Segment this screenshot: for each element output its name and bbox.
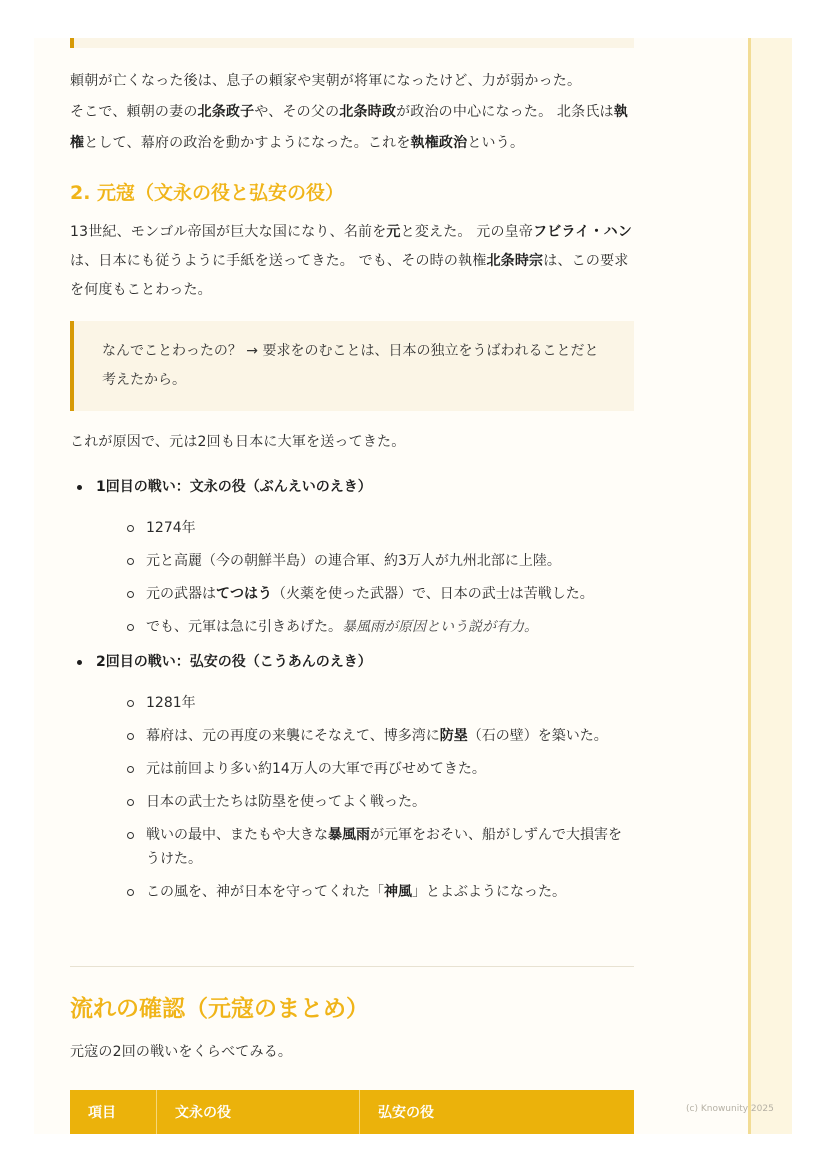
summary-intro xyxy=(70,1038,634,1067)
text-run: 元は前回より多い約14万人の大軍で再びせめてきた。 xyxy=(146,761,486,777)
battle-title: 2回目の戦い：弘安の役（こうあんのえき） xyxy=(96,654,372,670)
paragraph-invasion-intro xyxy=(70,428,634,457)
text-run: でも、元軍は急に引きあげた。 xyxy=(146,619,342,635)
list-item xyxy=(96,691,634,715)
list-item xyxy=(96,823,634,871)
callout-why-refused xyxy=(70,321,634,411)
side-margin-line xyxy=(748,38,751,1134)
italic-note: 暴風雨が原因という説が有力。 xyxy=(342,619,538,635)
text-run: が元軍をおそい、船がしずんで大損害をうけた。 xyxy=(146,827,622,867)
table-header-item: 項目 xyxy=(70,1090,157,1134)
bold-term: 執権政治 xyxy=(410,135,468,151)
list-item xyxy=(96,582,634,606)
bold-term: 防塁 xyxy=(439,728,468,744)
text-run: 元寇の2回の戦いをくらべてみる。 xyxy=(70,1044,293,1060)
text-run: として、幕府の政治を動かすようになった。これを xyxy=(84,135,411,151)
text-run: 元と高麗（今の朝鮮半島）の連合軍、約3万人が九州北部に上陸。 xyxy=(146,553,561,569)
text-run: 戦いの最中、またもや大きな xyxy=(146,827,328,843)
comparison-table xyxy=(70,1090,634,1134)
copyright-footer: (c) Knowunity 2025 xyxy=(686,1104,774,1114)
summary-heading-text: 流れの確認（元寇のまとめ） xyxy=(70,996,369,1022)
text-run: 日本の武士たちは防塁を使ってよく戦った。 xyxy=(146,794,426,810)
text-run: 13世紀、モンゴル帝国が巨大な国になり、名前を xyxy=(70,224,387,240)
list-item-battle-1 xyxy=(70,474,634,639)
side-margin-strip xyxy=(748,38,792,1134)
section-heading-text: 2. 元寇（文永の役と弘安の役） xyxy=(70,182,345,204)
text-run: 元の武器は xyxy=(146,586,216,602)
text-run: や、その父の xyxy=(254,104,340,120)
text-run: そこで、頼朝の妻の xyxy=(70,104,198,120)
bold-term: 北条時政 xyxy=(339,104,397,120)
text-run: この風を、神が日本を守ってくれた「 xyxy=(146,884,384,900)
battle-title: 1回目の戦い：文永の役（ぶんえいのえき） xyxy=(96,479,372,495)
text-run: 」とよぶようになった。 xyxy=(412,884,566,900)
top-callout-edge xyxy=(70,38,634,48)
text-run: これが原因で、元は2回も日本に大軍を送ってきた。 xyxy=(70,434,406,450)
text-run: は、日本にも従うように手紙を送ってきた。 でも、その時の執権 xyxy=(70,253,487,269)
bold-term: 北条時宗 xyxy=(486,253,544,269)
text-run: （石の壁）を築いた。 xyxy=(467,728,608,744)
text-run: と変えた。 元の皇帝 xyxy=(400,224,534,240)
paragraph-regency xyxy=(70,66,634,159)
list-item-battle-2 xyxy=(70,649,634,904)
list-item xyxy=(96,516,634,540)
callout-text: なんでことわったの？ → 要求をのむことは、日本の独立をうばわれることだと考えたから。 xyxy=(70,321,634,411)
summary-heading xyxy=(70,990,634,1023)
text-run: は、この要求を何度もことわった。 xyxy=(70,253,629,298)
list-item xyxy=(96,724,634,748)
text-run: 幕府は、元の再度の来襲にそなえて、博多湾に xyxy=(146,728,440,744)
bold-term: 元 xyxy=(386,224,401,240)
bold-term: 神風 xyxy=(384,884,412,900)
table-header-koan: 弘安の役 xyxy=(360,1090,635,1134)
section-divider xyxy=(70,966,634,967)
text-run: （火薬を使った武器）で、日本の武士は苦戦した。 xyxy=(272,586,594,602)
text-run: 1274年 xyxy=(146,520,196,536)
text-run: という。 xyxy=(467,135,525,151)
bold-term: 北条政子 xyxy=(197,104,255,120)
text-run: 1281年 xyxy=(146,695,196,711)
list-item xyxy=(96,549,634,573)
table-header-bunei: 文永の役 xyxy=(157,1090,360,1134)
bold-term: 暴風雨 xyxy=(328,827,370,843)
text-run: が政治の中心になった。 北条氏は xyxy=(396,104,614,120)
table-header-row xyxy=(70,1090,634,1134)
section-heading-genko xyxy=(70,178,634,205)
list-item xyxy=(96,790,634,814)
battle-list xyxy=(70,474,634,913)
list-item xyxy=(96,880,634,904)
bold-term: 執権 xyxy=(70,104,628,151)
list-item xyxy=(96,615,634,639)
bold-term: フビライ・ハン xyxy=(533,224,633,240)
paragraph-mongol xyxy=(70,218,634,305)
list-item xyxy=(96,757,634,781)
text-run: 頼朝が亡くなった後は、息子の頼家や実朝が将軍になったけど、力が弱かった。 xyxy=(70,73,582,89)
bold-term: てつはう xyxy=(216,586,272,602)
